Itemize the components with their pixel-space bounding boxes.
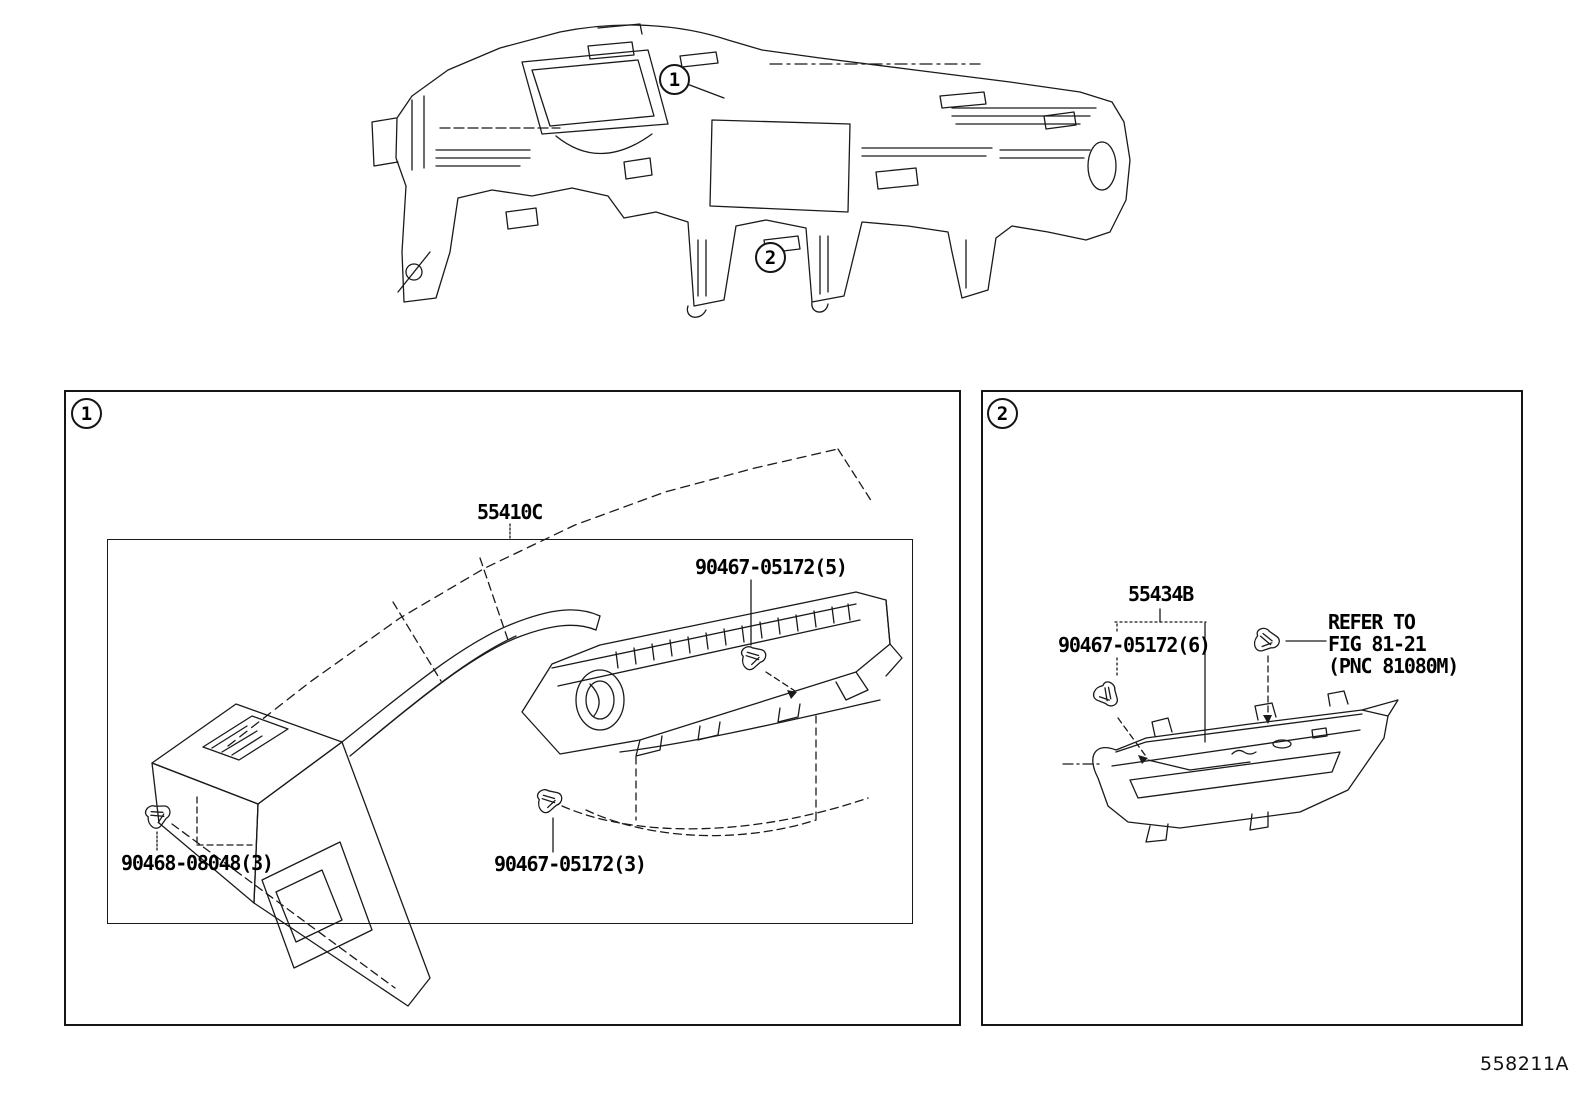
part-label-55410c: 55410C xyxy=(477,500,543,524)
refer-note-line2: FIG 81-21 xyxy=(1328,632,1426,656)
overview-callout-2: 2 xyxy=(755,242,786,273)
part-label-90467-05172-3: 90467-05172(3) xyxy=(494,852,646,876)
box1-callout: 1 xyxy=(71,398,102,429)
part-label-55434b: 55434B xyxy=(1128,582,1194,606)
refer-note xyxy=(1328,611,1458,677)
part-label-90467-05172-6: 90467-05172(6) xyxy=(1058,633,1210,657)
refer-note-line1: REFER TO xyxy=(1328,610,1415,634)
refer-note-line3: (PNC 81080M) xyxy=(1328,654,1459,678)
figure-code: 558211A xyxy=(1480,1053,1570,1075)
part-label-90467-05172-5: 90467-05172(5) xyxy=(695,555,847,579)
box2-callout: 2 xyxy=(987,398,1018,429)
overview-callout-1: 1 xyxy=(659,64,690,95)
detail-box-2 xyxy=(981,390,1523,1026)
part-label-90468-08048-3: 90468-08048(3) xyxy=(121,851,273,875)
callout1-leader-line xyxy=(687,84,724,98)
top-assembly-drawing xyxy=(372,24,1130,317)
